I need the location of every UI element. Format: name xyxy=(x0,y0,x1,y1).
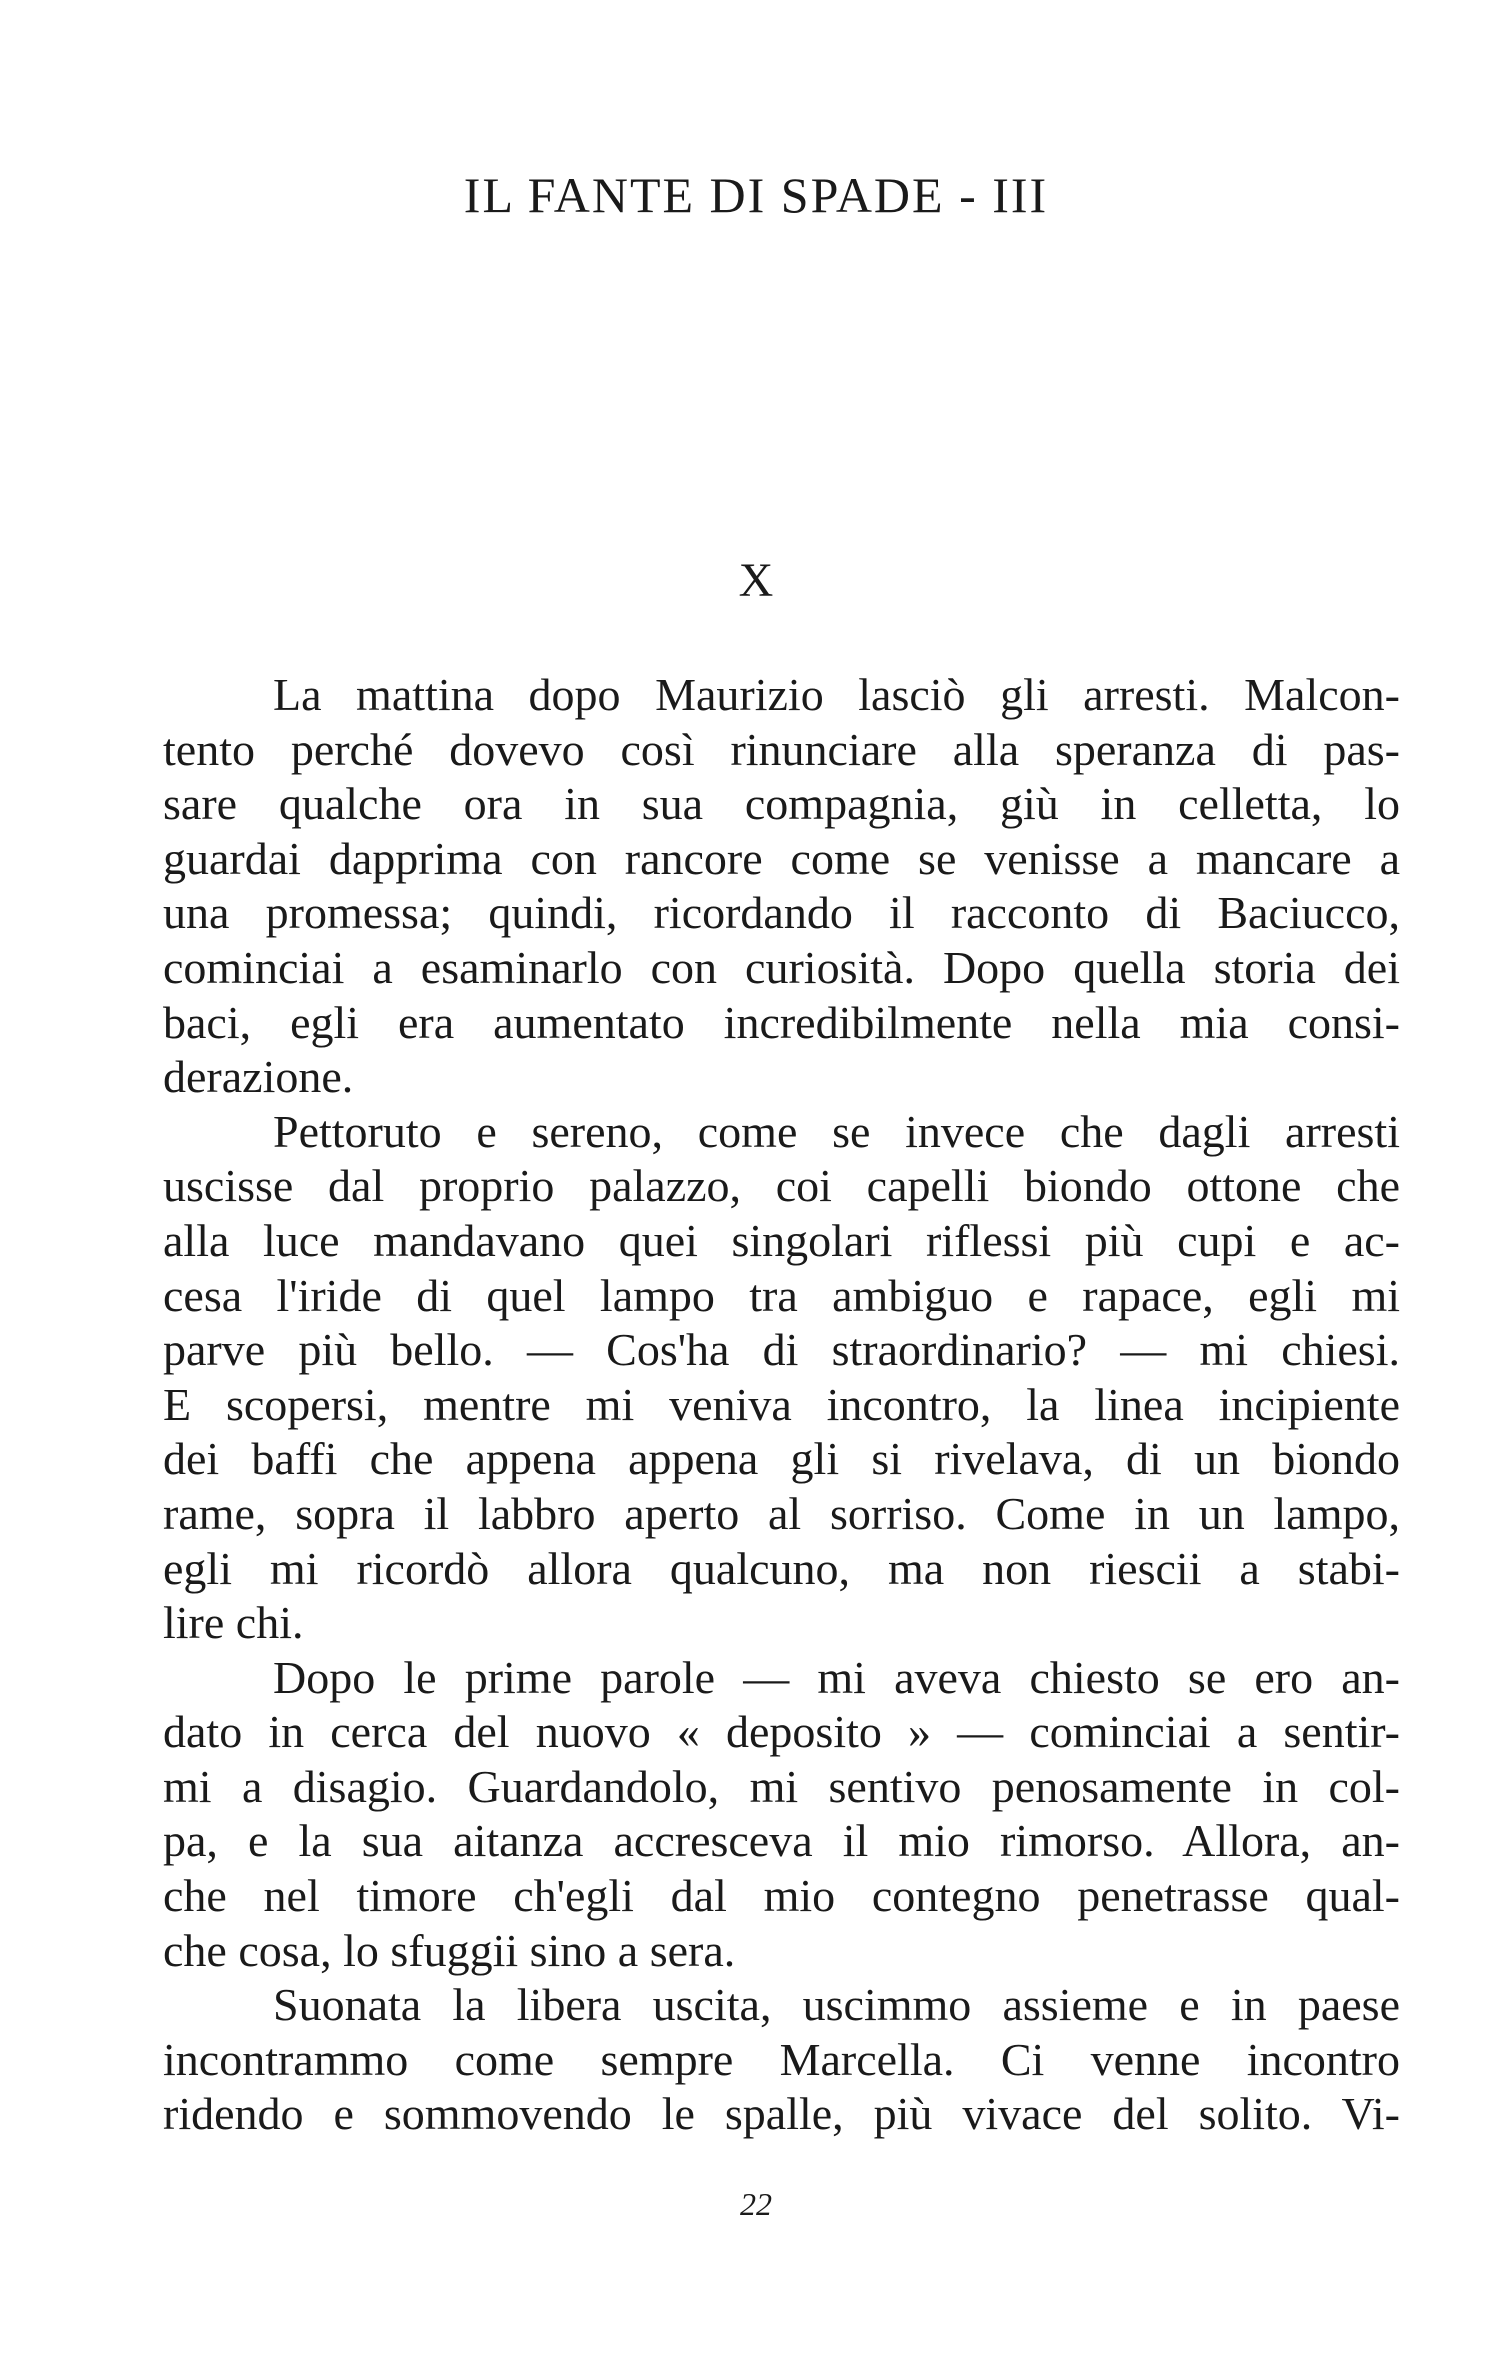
text-line: incontrammo come sempre Marcella. Ci venne incontro xyxy=(163,2033,1400,2085)
text-line: pa, e la sua aitanza accresceva il mio rimorso. Allora, an- xyxy=(163,1815,1400,1867)
text-line: guardai dapprima con rancore come se venisse a mancare a xyxy=(163,832,1400,884)
text-line: ridendo e sommovendo le spalle, più vivace del solito. Vi- xyxy=(163,2088,1400,2140)
text-line: derazione. xyxy=(163,1051,354,1103)
text-line: uscisse dal proprio palazzo, coi capelli biondo ottone che xyxy=(163,1160,1400,1212)
text-line: lire chi. xyxy=(163,1597,304,1649)
body-text xyxy=(163,668,1400,2142)
text-line: E scopersi, mentre mi veniva incontro, la linea incipiente xyxy=(163,1378,1400,1430)
text-line: egli mi ricordò allora qualcuno, ma non riescii a stabi- xyxy=(163,1542,1400,1594)
text-line: rame, sopra il labbro aperto al sorriso. Come in un lampo, xyxy=(163,1487,1400,1539)
text-line: dato in cerca del nuovo « deposito » — cominciai a sentir- xyxy=(163,1706,1400,1758)
text-line: baci, egli era aumentato incredibilmente nella mia consi- xyxy=(163,996,1400,1048)
text-line: La mattina dopo Maurizio lasciò gli arresti. Malcon- xyxy=(273,669,1400,720)
text-line: cesa l'iride di quel lampo tra ambiguo e rapace, egli mi xyxy=(163,1269,1400,1321)
text-line: dei baffi che appena appena gli si rivelava, di un biondo xyxy=(163,1433,1400,1485)
text-line: cominciai a esaminarlo con curiosità. Dopo quella storia dei xyxy=(163,941,1400,993)
text-line: Dopo le prime parole — mi aveva chiesto se ero an- xyxy=(273,1651,1400,1703)
text-line: parve più bello. — Cos'ha di straordinario? — mi chiesi. xyxy=(163,1324,1400,1376)
text-line: Pettoruto e sereno, come se invece che dagli arresti xyxy=(273,1105,1400,1157)
chapter-number: X xyxy=(738,554,774,607)
text-line: che nel timore ch'egli dal mio contegno penetrasse qual- xyxy=(163,1870,1400,1922)
text-line: alla luce mandavano quei singolari riflessi più cupi e ac- xyxy=(163,1214,1400,1266)
text-line: Suonata la libera uscita, uscimmo assieme e in paese xyxy=(273,1979,1400,2031)
text-line: una promessa; quindi, ricordando il racconto di Baciucco, xyxy=(163,887,1400,939)
text-line: sare qualche ora in sua compagnia, giù in celletta, lo xyxy=(163,778,1400,830)
text-line: mi a disagio. Guardandolo, mi sentivo penosamente in col- xyxy=(163,1760,1400,1812)
text-line: che cosa, lo sfuggii sino a sera. xyxy=(163,1924,736,1976)
page-number: 22 xyxy=(740,2186,772,2222)
text-line: tento perché dovevo così rinunciare alla speranza di pas- xyxy=(163,723,1400,775)
running-title: IL FANTE DI SPADE - III xyxy=(463,167,1049,223)
